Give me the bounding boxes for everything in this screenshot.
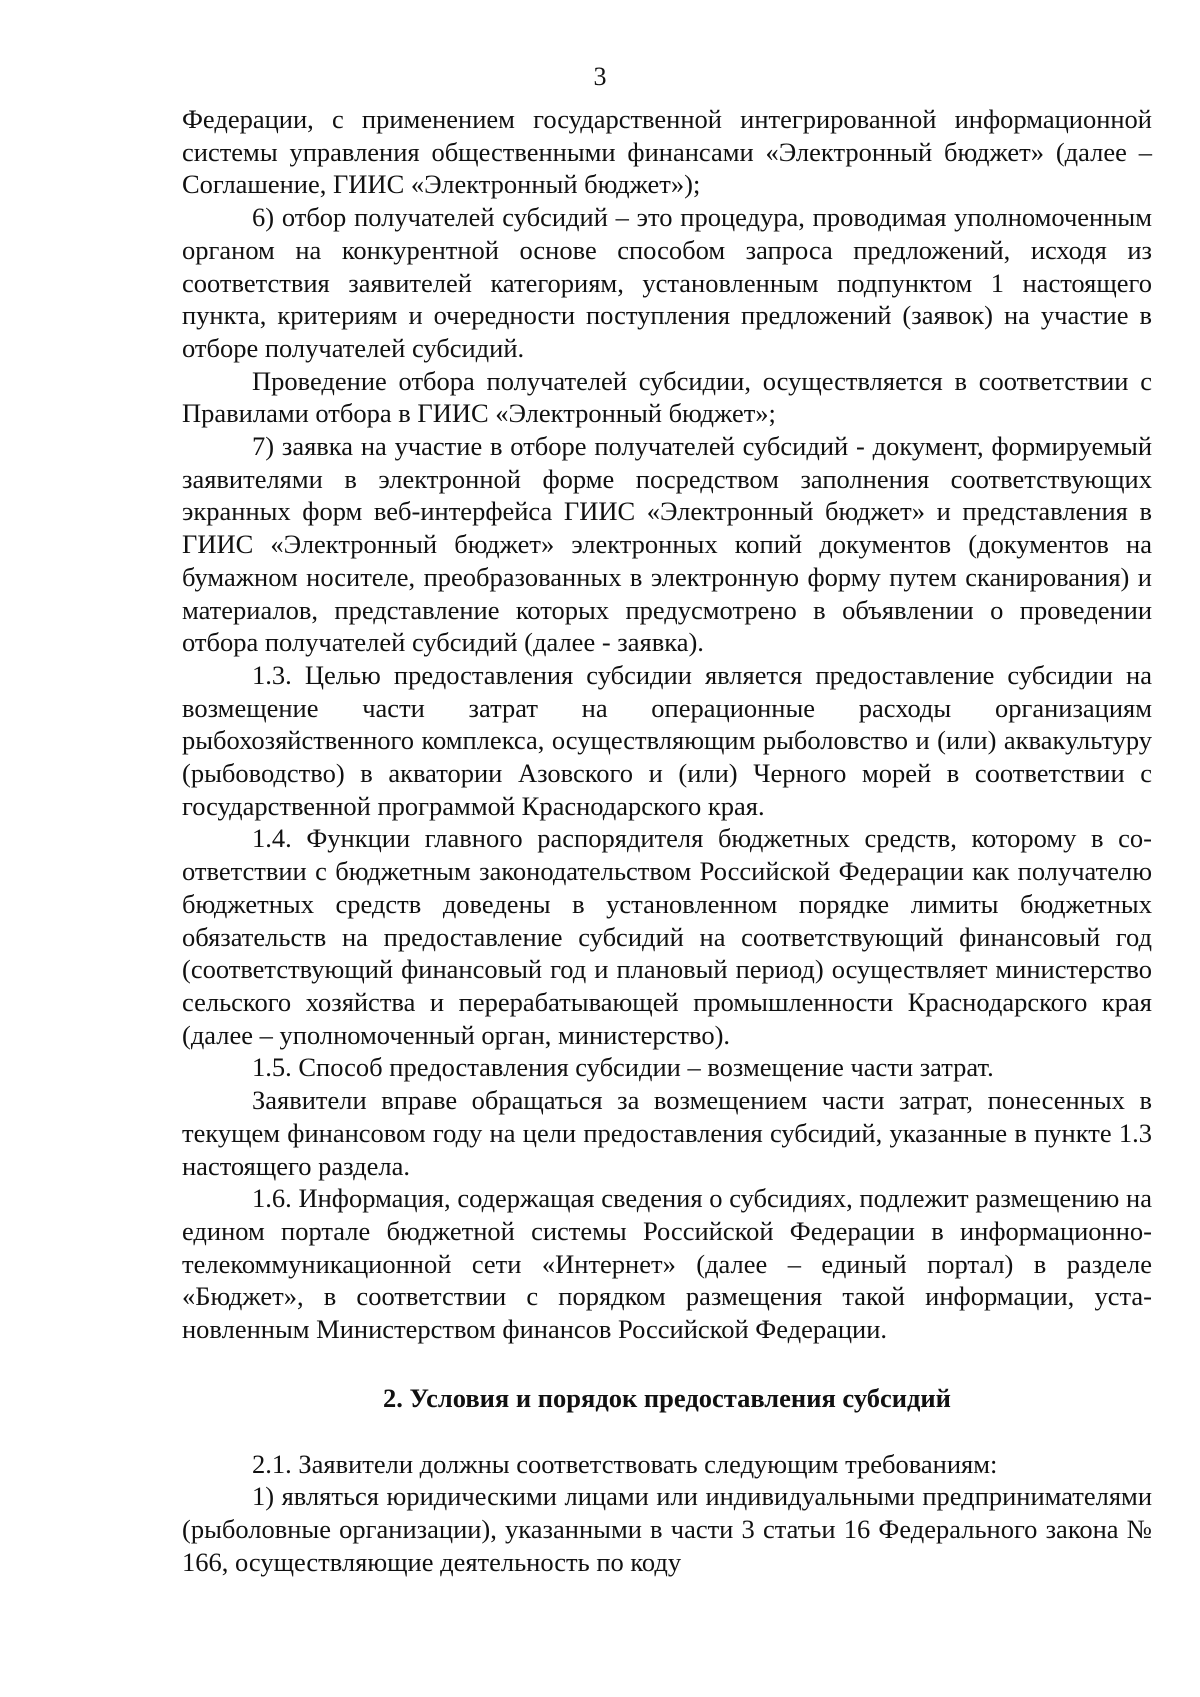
section-heading: 2. Условия и порядок предоставления субсидий: [383, 1382, 951, 1413]
paragraph: Заявители вправе обращаться за возмещением части затрат, понесенных в текущем финансовом году на цели предоставления субсидий, указанные в пункте 1.3 настоящего раздела.: [182, 1085, 1152, 1181]
paragraph: Федерации, с применением государственной интегрированной информационной системы управления общественными финансами «Электронный бюджет» (далее – Соглашение, ГИИС «Электронный бюджет»);: [182, 104, 1152, 200]
paragraph: 1.4. Функции главного распорядителя бюджетных средств, которому в соответствии с бюджетным законодательством Российской Федерации как получателю бюджетных средств доведены в установленном порядке лимиты бюджетных обязательств на предоставление субсидий на соответствующий финансовый год (соответствующий финансовый год и плановый период) осуществляет министерство сельского хозяйства и перерабатывающей промышленности Краснодарского края (далее – уполномоченный орган, министерство).: [182, 823, 1152, 1050]
paragraph: 7) заявка на участие в отборе получателей субсидий - документ, формируемый заявителями в электронной форме посредством заполнения соответствующих экранных форм веб-интерфейса ГИИС «Электронный бюджет» и представления в ГИИС «Электронный бюджет» электронных копий документов (документов на бумажном носителе, преобразованных в электронную форму путем сканирования) и материалов, представление которых предусмотрено в объявлении о проведении отбора получателей субсидий (далее - заявка).: [182, 431, 1152, 658]
paragraph: 1) являться юридическими лицами или индивидуальными предпринимателями (рыболовные организации), указанными в части 3 статьи 16 Федерального закона № 166, осуществляющие деятельность по коду: [182, 1481, 1152, 1577]
paragraph: Проведение отбора получателей субсидии, осуществляется в соответствии с Правилами отбора в ГИИС «Электронный бюджет»;: [182, 365, 1152, 429]
page-number: 3: [593, 62, 607, 91]
paragraph: 6) отбор получателей субсидий – это процедура, проводимая уполномоченным органом на конкурентной основе способом запроса предложений, исходя из соответствия заявителей категориям, установленным подпунктом 1 настоящего пункта, критериям и очередности поступления предложений (заявок) на участие в отборе получателей субсидий.: [182, 202, 1152, 363]
paragraph: 1.6. Информация, содержащая сведения о субсидиях, подлежит размещению на едином портале бюджетной системы Российской Федерации в информационно-телекоммуникационной сети «Интернет» (далее – единый портал) в разделе «Бюджет», в соответствии с порядком размещения такой информации, установленным Министерством финансов Российской Федерации.: [182, 1183, 1152, 1345]
paragraphs-before-section: [182, 103, 1152, 1346]
paragraph: 1.3. Целью предоставления субсидии является предоставление субсидии на возмещение части затрат на операционные расходы организациям рыбохозяйственного комплекса, осуществляющим рыболовство и (или) аквакультуру (рыбоводство) в акватории Азовского и (или) Черного морей в соответствии с государственной программой Краснодарского края.: [182, 659, 1152, 821]
paragraph: 1.5. Способ предоставления субсидии – возмещение части затрат.: [252, 1052, 994, 1083]
paragraphs-after-section: [182, 1448, 1152, 1579]
document-body: [182, 103, 1152, 1579]
paragraph: 2.1. Заявители должны соответствовать следующим требованиям:: [252, 1448, 998, 1479]
